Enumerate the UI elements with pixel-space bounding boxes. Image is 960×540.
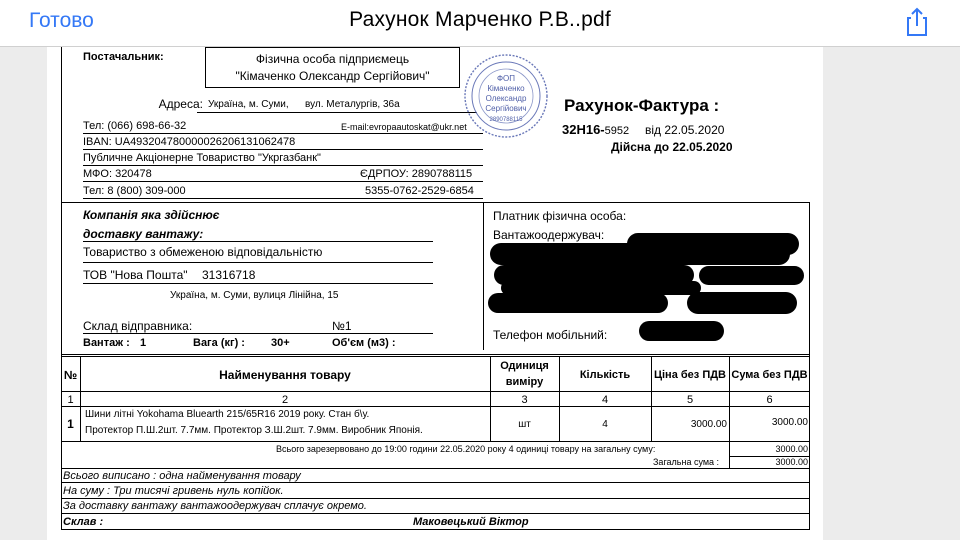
supplier-box-line1: Фізична особа підприємець [255,52,410,66]
warehouse-value: №1 [332,319,352,333]
invoice-date: від 22.05.2020 [645,123,725,137]
done-button[interactable]: Готово [29,9,94,32]
col-number: 5 [686,394,694,406]
section-col-divider [483,202,484,350]
stamp-line1: ФОП [496,74,516,83]
stamp-line4: Сергійович [485,104,527,113]
row-price: 3000.00 [690,419,727,430]
stamp-line3: Олександр [485,94,527,103]
weight-label: Вага (кг) : [193,337,245,349]
iban: IBAN: UA493204780000026206131062478 [83,136,296,148]
rule [83,133,483,134]
rule [83,198,483,199]
mfo: МФО: 320478 [83,168,152,180]
footer-delivery-note: За доставку вантажу вантажоодержувач сплачує окремо. [63,500,367,512]
pdf-page [47,47,823,540]
recipient-label: Вантажоодержувач: [493,228,605,242]
invoice-number-suffix: 5952 [604,125,630,137]
supplier-box-line2: "Кімаченко Олександр Сергійович" [235,69,430,83]
delivery-label-1: Компанія яка здійснює [83,208,220,222]
table-top [61,354,810,355]
bank-name: Публичне Акціонерне Товариство "Укргазбанк" [83,152,321,164]
address-value: Україна, м. Суми, [208,99,289,110]
invoice-valid-until: Дійсна до 22.05.2020 [611,140,733,154]
rule [83,241,433,242]
section-divider [61,202,810,203]
delivery-company-name: ТОВ "Нова Пошта" [83,268,188,282]
company-stamp [463,53,549,139]
th-unit-1: Одиниця [500,360,549,372]
rule [83,262,433,263]
table-top-2 [61,356,810,357]
supplier-label: Постачальник: [83,51,164,63]
footer-rule [61,513,810,514]
payer-label: Платник фізична особа: [493,209,627,223]
row-number: 1 [67,417,74,431]
th-name: Найменування товару [219,368,351,382]
row-qty: 4 [602,419,608,430]
delivery-address: Україна, м. Суми, вулиця Лінійна, 15 [170,290,339,301]
address-street: вул. Металургів, 36а [305,99,400,110]
table-total-bottom [61,468,810,469]
table-number-row-bottom [61,406,810,407]
total-sum: 3000.00 [775,457,808,467]
stamp-line2: Кімаченко [487,84,525,93]
cargo-value: 1 [140,337,147,349]
redaction [639,321,724,341]
rule [83,181,483,182]
footer-clerk-label: Склав : [63,516,104,528]
supplier-phone2: Тел: 8 (800) 309-000 [83,185,186,197]
stamp-line5: 2890788115 [489,117,523,123]
row-sum: 3000.00 [771,417,808,428]
delivery-company-type: Товариство з обмеженою відповідальністю [83,245,323,259]
redaction [488,293,668,313]
volume-label: Об'єм (м3) : [332,337,396,349]
supplier-code: 5355-0762-2529-6854 [365,185,474,197]
invoice-number-prefix: 32Н16- [562,122,605,137]
frame-left [61,47,62,529]
document-title: Рахунок Марченко Р.В..pdf [349,8,611,31]
th-price: Ціна без ПДВ [653,369,727,381]
supplier-email: E-mail:evropaautoskat@ukr.net [341,122,467,132]
footer-clerk-name: Маковецький Віктор [413,516,529,528]
col-number: 4 [601,394,609,406]
col-number: 3 [521,394,528,406]
delivery-label-2: доставку вантажу: [83,227,204,241]
col-number: 6 [766,394,773,406]
address-label: Адреса: [158,97,203,111]
th-qty: Кількість [579,369,631,381]
row-name-line1: Шини літні Yokohama Bluearth 215/65R16 2019 року. Стан б\у. [85,409,370,420]
col-number: 1 [67,394,74,406]
redaction [490,243,790,265]
col-number: 2 [281,394,289,406]
edrpou: ЄДРПОУ: 2890788115 [360,168,473,180]
total-label: Загальна сума : [653,457,720,467]
delivery-company-code: 31316718 [202,268,256,282]
rule [83,165,483,166]
reserved-sum: 3000.00 [775,444,808,454]
redaction [699,266,804,285]
cargo-label: Вантаж : [83,337,130,349]
share-icon[interactable] [902,6,932,38]
supplier-phone: Тел: (066) 698-66-32 [83,120,187,132]
footer-rule [61,498,810,499]
th-unit-2: виміру [505,376,544,388]
row-unit: шт [518,419,531,430]
invoice-title: Рахунок-Фактура : [564,96,720,115]
th-sum: Сума без ПДВ [731,369,808,381]
nav-bar [0,0,960,47]
rule [83,149,483,150]
redaction [687,292,797,314]
rule [197,112,477,113]
rule [83,283,433,284]
footer-rule [61,529,810,530]
frame-right [809,202,810,529]
mobile-label: Телефон мобільний: [493,328,608,342]
footer-amount: На суму : Три тисячі гривень нуль копійок. [63,485,284,497]
invoice-number [562,123,629,137]
warehouse-label: Склад відправника: [83,319,193,333]
reserved-text: Всього зарезервовано до 19:00 години 22.05.2020 року 4 одиниці товару на загальну суму: [276,444,656,454]
row-name-line2: Протектор П.Ш.2шт. 7.7мм. Протектор З.Ш.2шт. 7.9мм. Виробник Японія. [85,425,423,436]
footer-rule [61,482,810,483]
table-row-bottom [61,441,810,442]
table-header-bottom [61,391,810,392]
rule [83,333,433,334]
footer-written: Всього виписано : одна найменування товару [63,470,301,482]
weight-value: 30+ [271,337,290,349]
th-number: № [63,368,78,382]
